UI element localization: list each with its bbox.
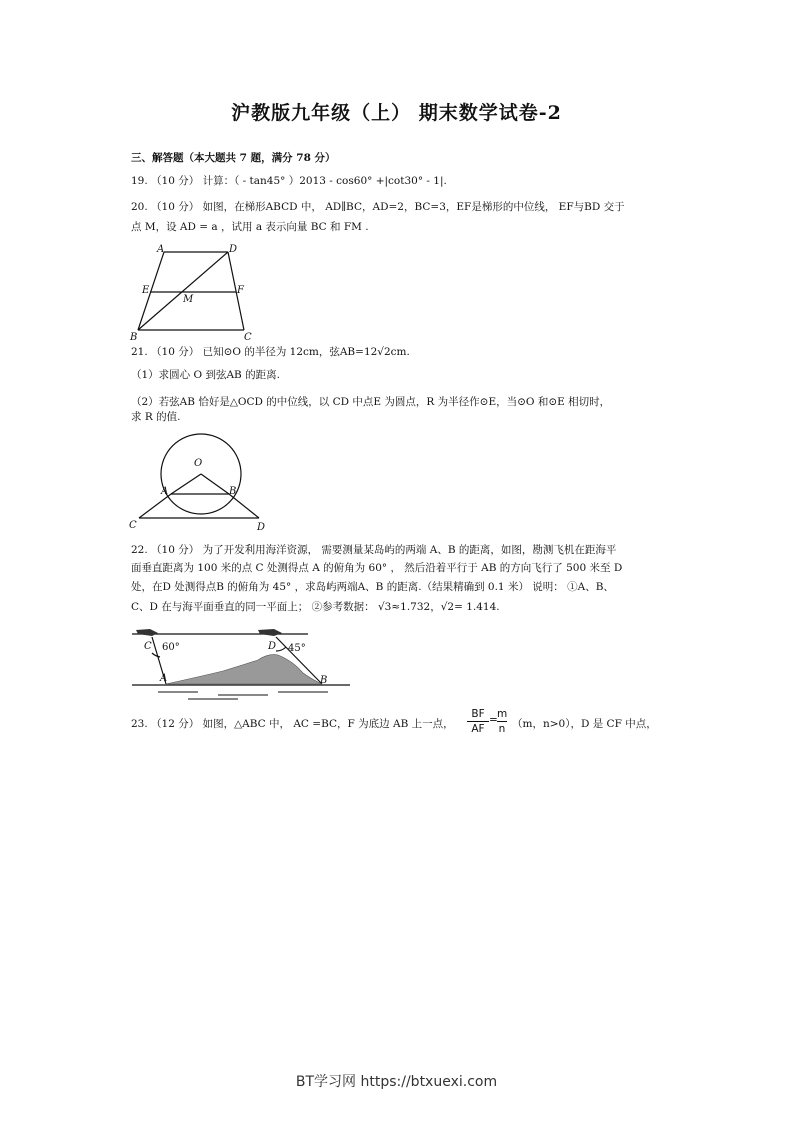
label-B: B (130, 332, 138, 342)
footer-watermark: BT学习网 https://btxuexi.com (295, 1074, 498, 1090)
label-F: F (237, 285, 244, 296)
label-C: C (244, 332, 252, 342)
label-O: O (194, 458, 203, 469)
fraction-denominator: n (498, 723, 506, 735)
question-20-line1: 20. （10 分） 如图，在梯形ABCD 中， AD∥BC，AD=2，BC=3，EF是梯形的中位线， EF与BD 交于 (131, 201, 625, 213)
island-shape (166, 655, 322, 684)
question-21-line3: （2）若弦AB 恰好是△OCD 的中位线，以 CD 中点E 为圆点，R 为半径作⊙E，当⊙O 和⊙E 相切时， (131, 396, 611, 408)
angle-60: 60° (162, 642, 180, 653)
label-C: C (144, 641, 152, 652)
label-D: D (257, 522, 266, 533)
circle-triangle-figure (125, 430, 270, 535)
question-21-line4: 求 R 的值. (131, 411, 181, 423)
question-22-line1: 22. （10 分） 为了开发利用海洋资源， 需要测量某岛屿的两端 A、B 的距离，如图，勘测飞机在距海平 (131, 544, 617, 556)
label-A: A (157, 244, 165, 255)
label-M: M (183, 294, 194, 305)
fraction-numerator: m (497, 708, 508, 720)
question-21-line1: 21. （10 分） 已知⊙O 的半径为 12cm，弦AB=12√2cm. (131, 346, 410, 358)
question-22-line2: 面垂直距离为 100 米的点 C 处测得点 A 的俯角为 60° ， 然后沿着平行于 AB 的方向飞行了 500 米至 D (131, 562, 623, 574)
section-heading: 三、解答题（本大题共 7 题，满分 78 分） (131, 152, 336, 164)
label-B: B (229, 486, 237, 497)
question-22-line4: C、D 在与海平面垂直的同一平面上； ②参考数据： √3≈1.732，√2= 1.414. (131, 601, 500, 613)
label-E: E (142, 285, 150, 296)
question-22-line3: 处，在D 处测得点B 的俯角为 45° ，求岛屿两端A、B 的距离.（结果精确到 0.1 米） 说明： ①A、B、 (131, 581, 614, 593)
question-23-text-cont: （m，n>0），D 是 CF 中点， (512, 718, 657, 730)
label-A: A (161, 486, 169, 497)
label-D: D (268, 641, 277, 652)
fraction-numerator: BF (471, 708, 485, 720)
fraction-denominator: AF (471, 723, 485, 735)
equals-sign: = (489, 714, 498, 726)
question-21-line2: （1）求圆心 O 到弦AB 的距离. (131, 369, 280, 381)
question-23-text: 23. （12 分） 如图，△ABC 中， AC =BC，F 为底边 AB 上一点， (131, 718, 454, 730)
question-20-line2: 点 M，设 AD = a ，试用 a 表示向量 BC 和 FM . (131, 221, 369, 233)
label-D: D (229, 244, 238, 255)
label-B: B (320, 675, 328, 686)
label-C: C (129, 520, 137, 531)
fraction-m-n (497, 708, 507, 735)
fraction-bf-af (467, 708, 489, 735)
angle-45: 45° (288, 643, 306, 654)
question-19: 19. （10 分） 计算：（ - tan45° ）2013 - cos60° +|cot30° - 1|. (131, 175, 447, 187)
island-figure (128, 625, 353, 705)
label-A: A (160, 673, 168, 684)
page-title: 沪教版九年级（上） 期末数学试卷-2 (231, 102, 562, 124)
trapezoid-figure (128, 242, 268, 342)
